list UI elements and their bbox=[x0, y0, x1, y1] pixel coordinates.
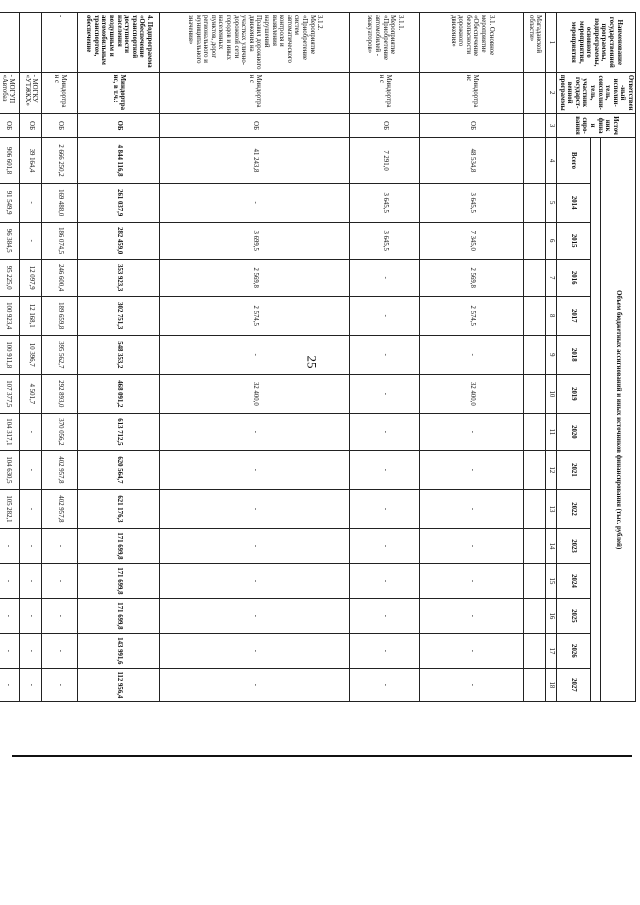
column-index-row bbox=[546, 13, 557, 702]
table-row bbox=[78, 13, 160, 702]
header-year: 2017 bbox=[556, 296, 591, 335]
row-year-value-cell: 100 911,8 bbox=[0, 335, 20, 374]
row-year-value-cell: - bbox=[420, 335, 524, 374]
row-year-value-cell: 100 923,4 bbox=[0, 296, 20, 335]
row-year-value-cell: - bbox=[160, 529, 350, 564]
row-year-value-cell: - bbox=[350, 259, 420, 296]
row-year-value-cell: - bbox=[160, 668, 350, 701]
row-year-value-cell: 4 501,7 bbox=[20, 374, 42, 413]
row-year-value-cell: 105 282,1 bbox=[0, 489, 20, 528]
row-year-value-cell: 402 957,8 bbox=[42, 489, 78, 528]
row-year-value-cell: 292 893,0 bbox=[42, 374, 78, 413]
row-name-cell: 3.1. Основное мероприятие «Обеспечение безопасности дорожного движения» bbox=[420, 13, 524, 73]
row-year-value-cell: - bbox=[160, 450, 350, 489]
row-source-cell: ОБ bbox=[420, 113, 524, 138]
landscape-page bbox=[0, 12, 636, 702]
row-total-cell bbox=[524, 138, 546, 183]
row-year-value-cell: - bbox=[20, 183, 42, 222]
row-year-value-cell: - bbox=[420, 633, 524, 668]
row-name-cell bbox=[20, 13, 42, 73]
header-responsible: Ответствен-ный исполни-тель, соисполни-тель, участник государст-венной программы bbox=[556, 72, 635, 113]
row-year-value-cell: 12 168,1 bbox=[20, 296, 42, 335]
column-index-cell: 2 bbox=[546, 72, 557, 113]
header-year: 2015 bbox=[556, 222, 591, 259]
row-name-cell: 4. Подпрограмма «Обеспечение транспортной доступности населения воздушным и автомобильным транспортом, обеспечение bbox=[78, 13, 160, 73]
column-index-cell: 18 bbox=[546, 668, 557, 701]
row-year-value-cell: - bbox=[20, 222, 42, 259]
rotated-table-area bbox=[0, 12, 636, 702]
header-total: Всего bbox=[556, 138, 591, 183]
header-source: Источ ник финан сиро- вания bbox=[556, 113, 635, 138]
row-year-value-cell: 620 564,7 bbox=[78, 450, 160, 489]
row-year-value-cell: - bbox=[420, 598, 524, 633]
row-year-value-cell: - bbox=[160, 598, 350, 633]
table-row bbox=[350, 13, 420, 702]
row-responsible-cell bbox=[524, 72, 546, 113]
row-year-value-cell: 3 645,5 bbox=[420, 183, 524, 222]
row-year-value-cell: - bbox=[160, 183, 350, 222]
row-year-value-cell: 3 645,5 bbox=[350, 183, 420, 222]
column-index-cell: 8 bbox=[546, 296, 557, 335]
row-year-value-cell bbox=[524, 335, 546, 374]
row-year-value-cell: - bbox=[350, 374, 420, 413]
row-year-value-cell: 395 562,7 bbox=[42, 335, 78, 374]
row-year-value-cell: 143 991,6 bbox=[78, 633, 160, 668]
row-year-value-cell bbox=[524, 598, 546, 633]
row-year-value-cell: - bbox=[42, 668, 78, 701]
row-year-value-cell: 91 549,9 bbox=[0, 183, 20, 222]
row-year-value-cell: - bbox=[0, 598, 20, 633]
row-year-value-cell: 104 630,5 bbox=[0, 450, 20, 489]
row-year-value-cell: - bbox=[20, 668, 42, 701]
row-year-value-cell: - bbox=[420, 563, 524, 598]
column-index-cell: 13 bbox=[546, 489, 557, 528]
row-year-value-cell bbox=[524, 374, 546, 413]
row-name-cell: 3.1.1. Мероприятие «Приобретение автомобилей - эвакуаторов» bbox=[350, 13, 420, 73]
header-year: 2025 bbox=[556, 598, 591, 633]
column-index-cell: 1 bbox=[546, 13, 557, 73]
column-index-cell: 7 bbox=[546, 259, 557, 296]
row-total-cell: 4 844 116,8 bbox=[78, 138, 160, 183]
column-index-cell: 12 bbox=[546, 450, 557, 489]
header-year: 2020 bbox=[556, 413, 591, 450]
row-year-value-cell: - bbox=[350, 413, 420, 450]
row-year-value-cell bbox=[524, 529, 546, 564]
header-year: 2018 bbox=[556, 335, 591, 374]
row-source-cell bbox=[524, 113, 546, 138]
row-year-value-cell: - bbox=[0, 563, 20, 598]
row-source-cell: ОБ bbox=[160, 113, 350, 138]
row-source-cell: ОБ bbox=[350, 113, 420, 138]
row-year-value-cell: 353 923,3 bbox=[78, 259, 160, 296]
row-year-value-cell: 370 056,2 bbox=[42, 413, 78, 450]
column-index-cell: 15 bbox=[546, 563, 557, 598]
column-index-cell: 10 bbox=[546, 374, 557, 413]
row-year-value-cell: 171 699,8 bbox=[78, 529, 160, 564]
table-body bbox=[0, 13, 546, 702]
row-year-value-cell: 2 569,8 bbox=[420, 259, 524, 296]
row-year-value-cell bbox=[524, 633, 546, 668]
table-row bbox=[0, 13, 20, 702]
page-number: 25 bbox=[304, 355, 320, 369]
row-year-value-cell: - bbox=[420, 529, 524, 564]
column-index-cell: 9 bbox=[546, 335, 557, 374]
row-year-value-cell: - bbox=[350, 633, 420, 668]
header-funding-title: Объем бюджетных ассигнований и иных источников финансирования (тыс. рублей) bbox=[601, 138, 636, 702]
header-row-top bbox=[601, 13, 636, 702]
row-responsible-cell: Миндортра нс bbox=[420, 72, 524, 113]
row-year-value-cell: 2 569,8 bbox=[160, 259, 350, 296]
header-year: 2022 bbox=[556, 489, 591, 528]
row-year-value-cell: 613 712,5 bbox=[78, 413, 160, 450]
row-year-value-cell: - bbox=[350, 489, 420, 528]
row-responsible-cell: Миндортран с bbox=[350, 72, 420, 113]
header-gap bbox=[591, 138, 601, 702]
row-year-value-cell bbox=[524, 296, 546, 335]
row-year-value-cell: - bbox=[350, 296, 420, 335]
column-index-cell: 11 bbox=[546, 413, 557, 450]
header-year: 2014 bbox=[556, 183, 591, 222]
row-year-value-cell bbox=[524, 413, 546, 450]
row-year-value-cell: 171 699,8 bbox=[78, 563, 160, 598]
row-year-value-cell: - bbox=[420, 489, 524, 528]
row-year-value-cell: - bbox=[42, 563, 78, 598]
table-row bbox=[20, 13, 42, 702]
column-index-cell: 3 bbox=[546, 113, 557, 138]
row-source-cell: ОБ bbox=[42, 113, 78, 138]
row-year-value-cell: - bbox=[350, 598, 420, 633]
row-year-value-cell: - bbox=[20, 529, 42, 564]
row-year-value-cell: 10 396,7 bbox=[20, 335, 42, 374]
row-year-value-cell: - bbox=[42, 633, 78, 668]
row-year-value-cell: 186 074,5 bbox=[42, 222, 78, 259]
row-year-value-cell: - bbox=[350, 335, 420, 374]
horizontal-rule bbox=[12, 755, 632, 757]
table-row bbox=[160, 13, 350, 702]
row-year-value-cell: 246 600,4 bbox=[42, 259, 78, 296]
row-year-value-cell: 104 317,1 bbox=[0, 413, 20, 450]
row-year-value-cell: 261 037,9 bbox=[78, 183, 160, 222]
header-year: 2023 bbox=[556, 529, 591, 564]
row-year-value-cell: - bbox=[350, 668, 420, 701]
row-total-cell: 48 534,8 bbox=[420, 138, 524, 183]
row-total-cell: 41 243,8 bbox=[160, 138, 350, 183]
header-year: 2021 bbox=[556, 450, 591, 489]
header-name: Наименование государственной программы, подпрограммы, основного мероприятия, мероприятия bbox=[556, 13, 635, 73]
row-total-cell: 7 291,0 bbox=[350, 138, 420, 183]
budget-table bbox=[0, 12, 636, 702]
row-year-value-cell: - bbox=[20, 413, 42, 450]
row-year-value-cell: 12 097,9 bbox=[20, 259, 42, 296]
row-name-cell bbox=[0, 13, 20, 73]
row-responsible-cell: Миндортран с bbox=[42, 72, 78, 113]
row-year-value-cell: 95 225,0 bbox=[0, 259, 20, 296]
row-year-value-cell: - bbox=[160, 563, 350, 598]
row-name-cell: - bbox=[42, 13, 78, 73]
row-responsible-cell: Миндортра нс, в т.ч.: bbox=[78, 72, 160, 113]
row-year-value-cell: 169 488,0 bbox=[42, 183, 78, 222]
row-year-value-cell: - bbox=[420, 413, 524, 450]
column-index-cell: 5 bbox=[546, 183, 557, 222]
row-year-value-cell: - bbox=[42, 529, 78, 564]
row-responsible-cell: - МОГКУ «УТЖКХ» bbox=[20, 72, 42, 113]
row-year-value-cell bbox=[524, 183, 546, 222]
row-responsible-cell: - МОГУП «Автобаз bbox=[0, 72, 20, 113]
row-name-cell: 3.1.2. Мероприятие «Приобретение систем автоматического контроля и выявления нарушений Правил дорожного движения на участках улично-дорожной сети городов и иных населенных пунктов, дорог регионального и муниципального значения» bbox=[160, 13, 350, 73]
row-year-value-cell: 96 384,5 bbox=[0, 222, 20, 259]
row-year-value-cell: 402 957,8 bbox=[42, 450, 78, 489]
row-year-value-cell: - bbox=[350, 450, 420, 489]
row-year-value-cell: 621 176,3 bbox=[78, 489, 160, 528]
row-year-value-cell: - bbox=[350, 529, 420, 564]
header-year: 2019 bbox=[556, 374, 591, 413]
row-year-value-cell: - bbox=[160, 633, 350, 668]
column-index-cell: 14 bbox=[546, 529, 557, 564]
table-row bbox=[42, 13, 78, 702]
row-year-value-cell: - bbox=[350, 563, 420, 598]
row-total-cell: 2 666 250,2 bbox=[42, 138, 78, 183]
header-year: 2027 bbox=[556, 668, 591, 701]
column-index-cell: 4 bbox=[546, 138, 557, 183]
row-year-value-cell: 32 400,0 bbox=[420, 374, 524, 413]
row-year-value-cell: - bbox=[160, 413, 350, 450]
row-year-value-cell: 7 345,0 bbox=[420, 222, 524, 259]
row-year-value-cell: 112 956,4 bbox=[78, 668, 160, 701]
row-year-value-cell: - bbox=[0, 529, 20, 564]
table-row bbox=[524, 13, 546, 702]
row-year-value-cell bbox=[524, 489, 546, 528]
row-year-value-cell: - bbox=[20, 489, 42, 528]
row-year-value-cell: - bbox=[20, 563, 42, 598]
row-source-cell: ОБ bbox=[0, 113, 20, 138]
row-source-cell: ОБ bbox=[78, 113, 160, 138]
row-year-value-cell bbox=[524, 222, 546, 259]
row-year-value-cell bbox=[524, 563, 546, 598]
row-year-value-cell: 468 091,2 bbox=[78, 374, 160, 413]
row-year-value-cell: 548 353,2 bbox=[78, 335, 160, 374]
column-index-cell: 17 bbox=[546, 633, 557, 668]
row-year-value-cell: - bbox=[420, 450, 524, 489]
row-year-value-cell: 107 377,5 bbox=[0, 374, 20, 413]
row-year-value-cell: - bbox=[20, 450, 42, 489]
row-year-value-cell: 171 699,8 bbox=[78, 598, 160, 633]
row-year-value-cell: 2 574,5 bbox=[160, 296, 350, 335]
row-year-value-cell bbox=[524, 450, 546, 489]
table-row bbox=[420, 13, 524, 702]
row-total-cell: 39 164,4 bbox=[20, 138, 42, 183]
row-year-value-cell: - bbox=[20, 633, 42, 668]
row-year-value-cell: - bbox=[0, 668, 20, 701]
row-year-value-cell: 2 574,5 bbox=[420, 296, 524, 335]
row-total-cell: 906 601,8 bbox=[0, 138, 20, 183]
row-year-value-cell: - bbox=[160, 489, 350, 528]
row-year-value-cell: - bbox=[160, 335, 350, 374]
row-year-value-cell: 32 400,0 bbox=[160, 374, 350, 413]
row-year-value-cell: 3 645,5 bbox=[350, 222, 420, 259]
row-year-value-cell: - bbox=[42, 598, 78, 633]
row-year-value-cell bbox=[524, 259, 546, 296]
row-name-cell: Магаданской области» bbox=[524, 13, 546, 73]
row-year-value-cell: - bbox=[0, 633, 20, 668]
row-year-value-cell: - bbox=[420, 668, 524, 701]
row-responsible-cell: Миндортран с bbox=[160, 72, 350, 113]
row-year-value-cell: 3 699,5 bbox=[160, 222, 350, 259]
row-year-value-cell bbox=[524, 668, 546, 701]
header-year: 2016 bbox=[556, 259, 591, 296]
header-year: 2026 bbox=[556, 633, 591, 668]
row-year-value-cell: - bbox=[20, 598, 42, 633]
row-year-value-cell: 189 659,8 bbox=[42, 296, 78, 335]
header-year: 2024 bbox=[556, 563, 591, 598]
row-source-cell: ОБ bbox=[20, 113, 42, 138]
column-index-cell: 6 bbox=[546, 222, 557, 259]
row-year-value-cell: 282 459,0 bbox=[78, 222, 160, 259]
row-year-value-cell: 302 751,3 bbox=[78, 296, 160, 335]
column-index-cell: 16 bbox=[546, 598, 557, 633]
